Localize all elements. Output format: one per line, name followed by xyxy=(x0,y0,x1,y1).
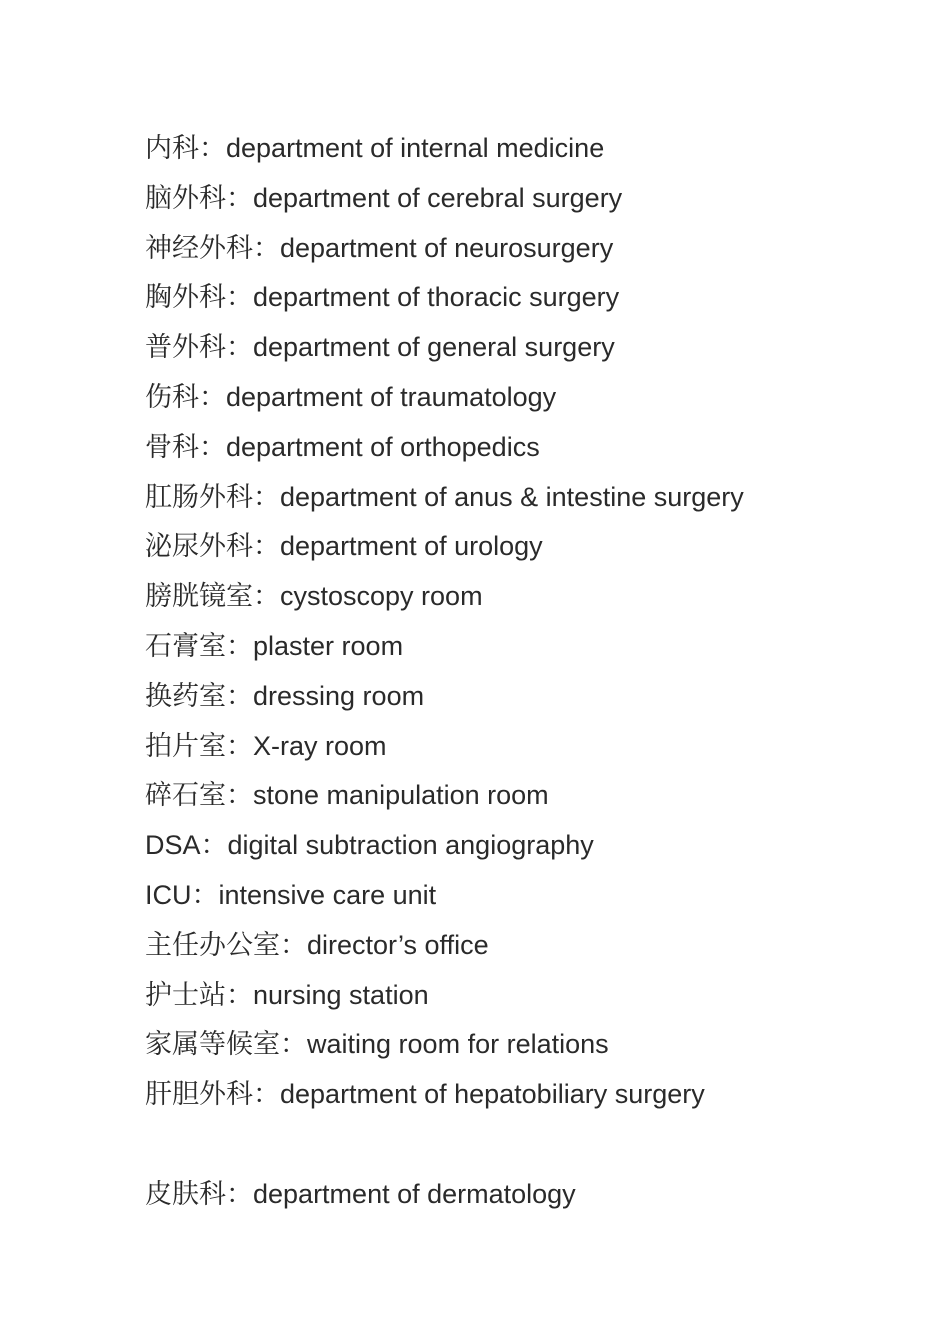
entry-general-surgery xyxy=(145,327,925,377)
entry-directors-office xyxy=(145,925,925,975)
entry-term: 内科 xyxy=(145,133,199,164)
entry-separator: ： xyxy=(226,979,253,1011)
entry-translation: department of hepatobiliary surgery xyxy=(280,1079,705,1110)
entry-term: 护士站 xyxy=(145,979,226,1011)
entry-separator: ： xyxy=(280,929,307,961)
entry-thoracic-surgery xyxy=(145,277,925,327)
entry-separator: ： xyxy=(253,531,280,563)
entry-neurosurgery xyxy=(145,228,925,278)
entry-translation: department of traumatology xyxy=(226,381,557,412)
entry-icu xyxy=(145,875,925,925)
entry-translation: department of anus & intestine surgery xyxy=(280,481,744,512)
entry-term: 皮肤科 xyxy=(145,1178,226,1210)
entry-translation: X-ray room xyxy=(253,730,387,761)
entry-separator: ： xyxy=(226,680,253,712)
entry-plaster-room xyxy=(145,626,925,676)
entry-x-ray-room xyxy=(145,726,925,776)
entry-anus-intestine-surgery xyxy=(145,477,925,527)
entry-separator: ： xyxy=(199,133,226,164)
entry-traumatology xyxy=(145,377,925,427)
entry-translation: director’s office xyxy=(307,929,489,960)
entry-translation: cystoscopy room xyxy=(280,581,483,612)
entry-translation: nursing station xyxy=(253,979,429,1010)
entry-term: 脑外科 xyxy=(145,182,226,214)
entry-dsa xyxy=(145,825,925,875)
entry-term: 肛肠外科 xyxy=(145,481,253,513)
entry-translation: intensive care unit xyxy=(218,879,437,910)
entry-separator: ： xyxy=(226,282,253,314)
entry-separator: ： xyxy=(199,381,226,413)
entry-term: 主任办公室 xyxy=(145,929,280,961)
entry-separator: ： xyxy=(280,1029,307,1061)
entry-term: 拍片室 xyxy=(145,730,226,762)
entry-translation: department of general surgery xyxy=(253,332,615,363)
entry-term: 家属等候室 xyxy=(145,1029,280,1061)
entry-separator: ： xyxy=(226,630,253,662)
entry-translation: department of urology xyxy=(280,531,543,562)
entry-dressing-room xyxy=(145,676,925,726)
entry-translation: stone manipulation room xyxy=(253,780,549,811)
entry-term: 神经外科 xyxy=(145,232,253,264)
entry-term: 膀胱镜室 xyxy=(145,581,253,613)
entry-term: 伤科 xyxy=(145,381,199,413)
entry-translation: dressing room xyxy=(253,680,425,711)
entry-term: DSA xyxy=(145,830,201,861)
entry-nursing-station xyxy=(145,975,925,1025)
entry-separator: ： xyxy=(226,1178,253,1210)
entry-term: 普外科 xyxy=(145,332,226,364)
entry-translation: department of internal medicine xyxy=(226,133,605,163)
entry-separator: ： xyxy=(226,730,253,762)
entry-translation: department of neurosurgery xyxy=(280,232,614,263)
entry-term: 换药室 xyxy=(145,680,226,712)
entry-separator: ： xyxy=(226,332,253,364)
entry-separator: ： xyxy=(226,182,253,214)
vocabulary-list xyxy=(145,128,925,1224)
entry-separator: ： xyxy=(253,1079,280,1111)
entry-term: 石膏室 xyxy=(145,630,226,662)
entry-term: 泌尿外科 xyxy=(145,531,253,563)
entry-stone-manipulation-room xyxy=(145,775,925,825)
entry-term: 碎石室 xyxy=(145,780,226,812)
entry-urology xyxy=(145,526,925,576)
entry-translation: department of dermatology xyxy=(253,1178,576,1209)
entry-translation: department of thoracic surgery xyxy=(253,282,620,313)
entry-separator: ： xyxy=(226,780,253,812)
entry-separator: ： xyxy=(191,879,219,911)
entry-translation: department of orthopedics xyxy=(226,431,540,462)
entry-separator: ： xyxy=(253,581,280,613)
entry-internal-medicine xyxy=(145,128,925,178)
entry-separator: ： xyxy=(253,232,280,264)
entry-orthopedics xyxy=(145,427,925,477)
entry-term: 肝胆外科 xyxy=(145,1079,253,1111)
entry-translation: waiting room for relations xyxy=(307,1029,609,1060)
entry-cerebral-surgery xyxy=(145,178,925,228)
entry-separator: ： xyxy=(200,830,228,862)
entry-separator: ： xyxy=(253,481,280,513)
blank-line xyxy=(145,1124,925,1174)
entry-term: 胸外科 xyxy=(145,282,226,314)
entry-hepatobiliary-surgery xyxy=(145,1074,925,1124)
entry-translation: digital subtraction angiography xyxy=(227,830,594,861)
entry-translation: plaster room xyxy=(253,630,404,661)
entry-term: 骨科 xyxy=(145,431,199,463)
entry-term: ICU xyxy=(145,879,192,910)
entry-separator: ： xyxy=(199,431,226,463)
entry-translation: department of cerebral surgery xyxy=(253,182,623,213)
entry-dermatology xyxy=(145,1174,925,1224)
entry-waiting-room xyxy=(145,1024,925,1074)
entry-cystoscopy-room xyxy=(145,576,925,626)
